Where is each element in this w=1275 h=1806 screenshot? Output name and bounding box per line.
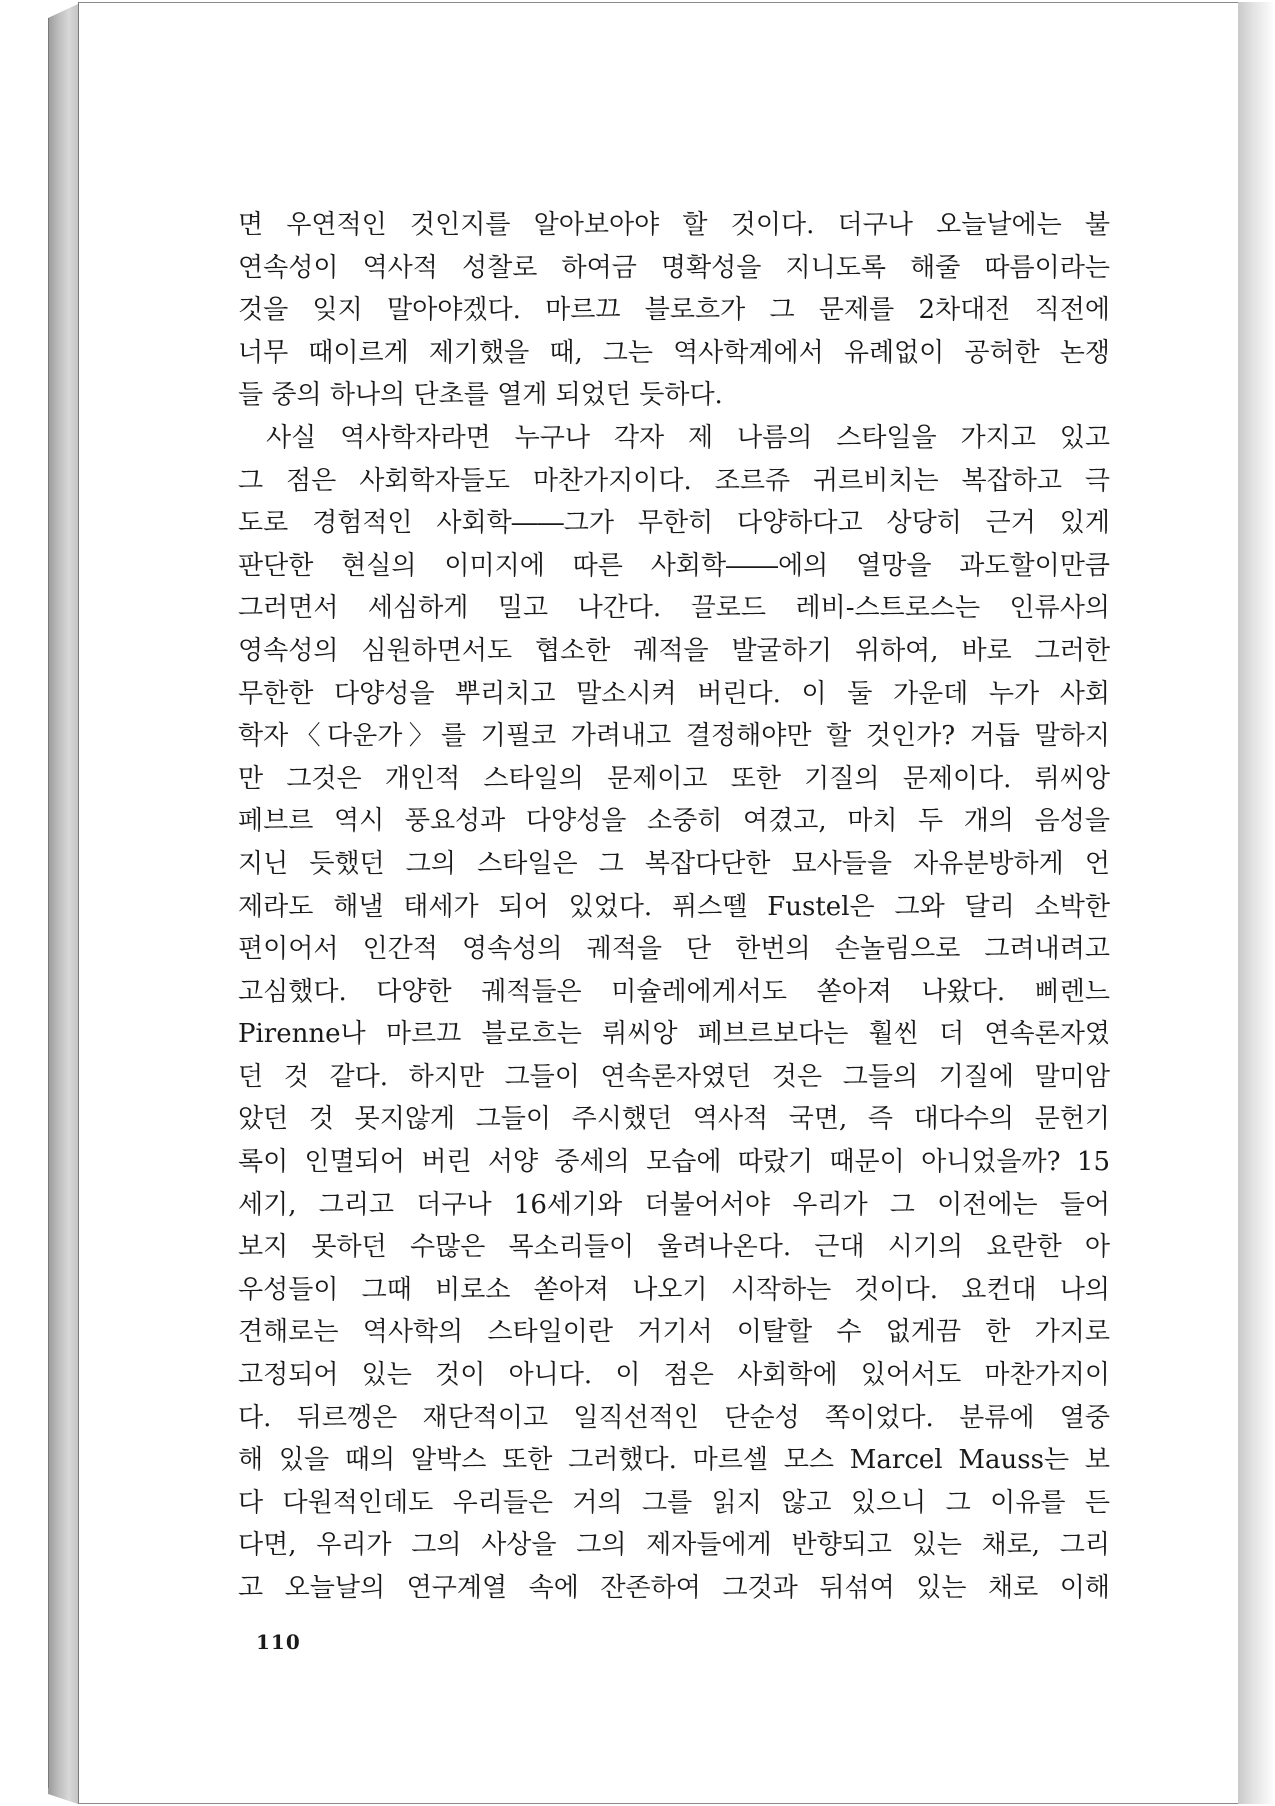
text-line: 그러면서 세심하게 밀고 나간다. 끌로드 레비-스트로스는 인류사의 — [238, 593, 1110, 624]
text-line: 고 오늘날의 연구계열 속에 잔존하여 그것과 뒤섞여 있는 채로 이해 — [238, 1573, 1110, 1603]
text-line: 았던 것 못지않게 그들이 주시했던 역사적 국면, 즉 대다수의 문헌기 — [238, 1104, 1110, 1135]
text-line: 학자〈다운가〉를 기필코 가려내고 결정해야만 할 것인가? 거듭 말하지 — [238, 721, 1110, 752]
text-line: 던 것 같다. 하지만 그들이 연속론자였던 것은 그들의 기질에 말미암 — [238, 1061, 1110, 1092]
text-line: 무한한 다양성을 뿌리치고 말소시켜 버린다. 이 둘 가운데 누가 사회 — [238, 678, 1110, 709]
text-line: 해 있을 때의 알박스 또한 그러했다. 마르셀 모스 Marcel Mauss는 보 — [238, 1445, 1110, 1476]
text-line: 세기, 그리고 더구나 16세기와 더불어서야 우리가 그 이전에는 들어 — [238, 1189, 1110, 1220]
text-line: 영속성의 심원하면서도 협소한 궤적을 발굴하기 위하여, 바로 그러한 — [238, 635, 1110, 666]
text-line: 제라도 해낼 태세가 되어 있었다. 퓌스뗄 Fustel은 그와 달리 소박한 — [238, 891, 1110, 922]
text-line: 편이어서 인간적 영속성의 궤적을 단 한번의 손놀림으로 그려내려고 — [238, 934, 1110, 965]
page-shadow — [1238, 2, 1275, 1804]
text-line: 지닌 듯했던 그의 스타일은 그 복잡다단한 묘사들을 자유분방하게 언 — [238, 848, 1110, 879]
book-spine-edge — [48, 4, 78, 1804]
page-number: 110 — [256, 1630, 301, 1654]
text-line: 만 그것은 개인적 스타일의 문제이고 또한 기질의 문제이다. 뤼씨앙 — [238, 763, 1110, 794]
text-line: 고정되어 있는 것이 아니다. 이 점은 사회학에 있어서도 마찬가지이 — [238, 1360, 1110, 1391]
text-line: 들 중의 하나의 단초를 열게 되었던 듯하다. — [238, 380, 723, 411]
text-line: 그 점은 사회학자들도 마찬가지이다. 조르쥬 귀르비치는 복잡하고 극 — [238, 465, 1110, 496]
text-line: 고심했다. 다양한 궤적들은 미슐레에게서도 쏟아져 나왔다. 삐렌느 — [238, 976, 1110, 1007]
text-line: 견해로는 역사학의 스타일이란 거기서 이탈할 수 없게끔 한 가지로 — [238, 1317, 1110, 1348]
text-line: 우성들이 그때 비로소 쏟아져 나오기 시작하는 것이다. 요컨대 나의 — [238, 1274, 1110, 1305]
text-line: Pirenne나 마르끄 블로흐는 뤼씨앙 페브르보다는 훨씬 더 연속론자였 — [238, 1019, 1110, 1050]
text-line: 다 다원적인데도 우리들은 거의 그를 읽지 않고 있으니 그 이유를 든 — [238, 1487, 1110, 1518]
text-line: 록이 인멸되어 버린 서양 중세의 모습에 따랐기 때문이 아니었을까? 15 — [238, 1147, 1110, 1178]
body-text — [238, 204, 1110, 1610]
text-line: 너무 때이르게 제기했을 때, 그는 역사학계에서 유례없이 공허한 논쟁 — [238, 337, 1110, 368]
text-line: 페브르 역시 풍요성과 다양성을 소중히 여겼고, 마치 두 개의 음성을 — [238, 806, 1110, 837]
text-line: 연속성이 역사적 성찰로 하여금 명확성을 지니도록 해줄 따름이라는 — [238, 252, 1110, 283]
text-line: 도로 경험적인 사회학――그가 무한히 다양하다고 상당히 근거 있게 — [238, 508, 1110, 539]
text-line: 보지 못하던 수많은 목소리들이 울려나온다. 근대 시기의 요란한 아 — [238, 1232, 1110, 1263]
text-line: 다면, 우리가 그의 사상을 그의 제자들에게 반향되고 있는 채로, 그리 — [238, 1530, 1110, 1561]
text-line: 다. 뒤르껭은 재단적이고 일직선적인 단순성 쪽이었다. 분류에 열중 — [238, 1402, 1110, 1433]
text-line: 사실 역사학자라면 누구나 각자 제 나름의 스타일을 가지고 있고 — [266, 422, 1110, 453]
text-line: 판단한 현실의 이미지에 따른 사회학――에의 열망을 과도할이만큼 — [238, 550, 1110, 581]
book-edge-line — [48, 18, 49, 1788]
text-line: 면 우연적인 것인지를 알아보아야 할 것이다. 더구나 오늘날에는 불 — [238, 210, 1110, 240]
text-line: 것을 잊지 말아야겠다. 마르끄 블로흐가 그 문제를 2차대전 직전에 — [238, 295, 1110, 326]
